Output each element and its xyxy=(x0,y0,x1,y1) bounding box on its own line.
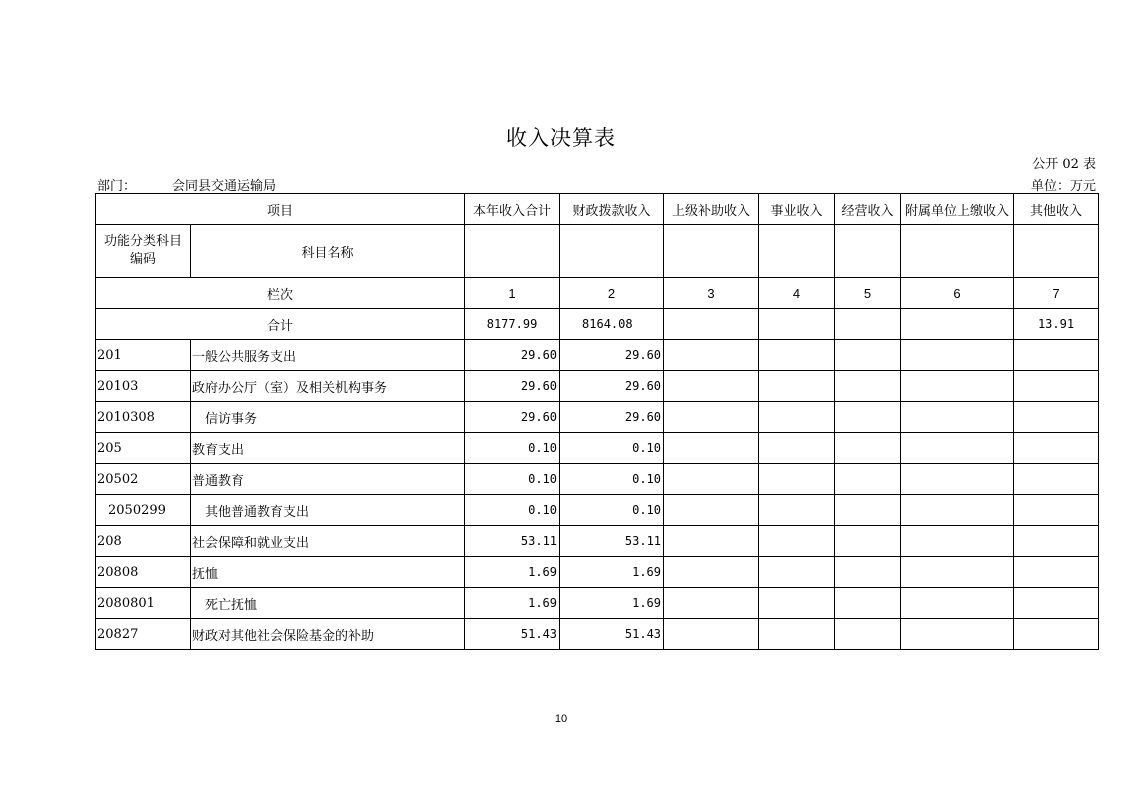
row-value xyxy=(759,557,835,588)
seq-cell: 4 xyxy=(759,278,835,309)
row-value xyxy=(835,464,901,495)
row-name: 抚恤 xyxy=(191,557,465,588)
table-row xyxy=(96,557,1099,588)
header-row xyxy=(96,194,1099,225)
row-value: 0.10 xyxy=(465,495,560,526)
row-value xyxy=(759,588,835,619)
department-value: 会同县交通运输局 xyxy=(172,179,277,194)
row-code: 2050299 xyxy=(96,495,191,526)
row-code: 2010308 xyxy=(96,402,191,433)
header-col3: 上级补助收入 xyxy=(664,194,759,225)
row-value xyxy=(664,402,759,433)
total-row xyxy=(96,309,1099,340)
seq-cell: 7 xyxy=(1014,278,1099,309)
row-name: 教育支出 xyxy=(191,433,465,464)
row-name: 死亡抚恤 xyxy=(191,588,465,619)
row-value: 0.10 xyxy=(560,433,664,464)
seq-cell: 3 xyxy=(664,278,759,309)
row-value xyxy=(901,588,1014,619)
row-code: 20502 xyxy=(96,464,191,495)
row-value xyxy=(664,340,759,371)
header-col7: 其他收入 xyxy=(1014,194,1099,225)
table-row xyxy=(96,340,1099,371)
row-value xyxy=(835,340,901,371)
row-value xyxy=(835,619,901,650)
row-value xyxy=(1014,402,1099,433)
row-value xyxy=(664,495,759,526)
total-value: 8177.99 xyxy=(465,309,560,340)
row-value xyxy=(835,588,901,619)
total-value xyxy=(664,309,759,340)
row-value xyxy=(1014,371,1099,402)
row-value xyxy=(901,371,1014,402)
row-value: 29.60 xyxy=(560,371,664,402)
row-value xyxy=(1014,526,1099,557)
table-row xyxy=(96,402,1099,433)
department-label: 部门： xyxy=(97,179,137,194)
row-value xyxy=(901,340,1014,371)
row-value xyxy=(664,464,759,495)
row-value xyxy=(1014,433,1099,464)
table-row xyxy=(96,526,1099,557)
empty-cell xyxy=(560,225,664,278)
row-value: 1.69 xyxy=(465,588,560,619)
row-value xyxy=(901,557,1014,588)
row-value xyxy=(1014,619,1099,650)
row-name: 其他普通教育支出 xyxy=(191,495,465,526)
table-row xyxy=(96,433,1099,464)
empty-cell xyxy=(664,225,759,278)
table-row xyxy=(96,588,1099,619)
row-value xyxy=(664,526,759,557)
header-col5: 经营收入 xyxy=(835,194,901,225)
empty-cell xyxy=(835,225,901,278)
seq-cell: 2 xyxy=(560,278,664,309)
department-line xyxy=(97,175,276,194)
header-col2: 财政拨款收入 xyxy=(560,194,664,225)
row-code: 208 xyxy=(96,526,191,557)
row-value: 29.60 xyxy=(560,340,664,371)
row-value xyxy=(901,619,1014,650)
row-value xyxy=(664,371,759,402)
row-value: 1.69 xyxy=(465,557,560,588)
page-title: 收入决算表 xyxy=(506,126,616,150)
header-item: 项目 xyxy=(96,194,465,225)
row-code: 201 xyxy=(96,340,191,371)
total-value: 8164.08 xyxy=(560,309,664,340)
row-value: 1.69 xyxy=(560,557,664,588)
row-value xyxy=(835,526,901,557)
row-value xyxy=(759,464,835,495)
row-value: 51.43 xyxy=(560,619,664,650)
column-seq-row xyxy=(96,278,1099,309)
header-col4: 事业收入 xyxy=(759,194,835,225)
row-value xyxy=(901,402,1014,433)
row-code: 20808 xyxy=(96,557,191,588)
row-value: 0.10 xyxy=(465,433,560,464)
row-value xyxy=(664,588,759,619)
table-row xyxy=(96,371,1099,402)
row-name: 普通教育 xyxy=(191,464,465,495)
row-value xyxy=(664,433,759,464)
row-value xyxy=(759,495,835,526)
row-value: 51.43 xyxy=(465,619,560,650)
seq-cell: 6 xyxy=(901,278,1014,309)
row-code: 20827 xyxy=(96,619,191,650)
row-value: 0.10 xyxy=(465,464,560,495)
row-code: 2080801 xyxy=(96,588,191,619)
row-value xyxy=(759,371,835,402)
row-value: 29.60 xyxy=(465,340,560,371)
row-value xyxy=(835,557,901,588)
row-value xyxy=(835,371,901,402)
row-value xyxy=(901,433,1014,464)
total-value xyxy=(901,309,1014,340)
row-value xyxy=(759,526,835,557)
row-value xyxy=(901,526,1014,557)
empty-cell xyxy=(465,225,560,278)
header-subject-name: 科目名称 xyxy=(191,225,465,278)
seq-cell: 1 xyxy=(465,278,560,309)
row-value xyxy=(664,619,759,650)
row-value xyxy=(901,495,1014,526)
table-row xyxy=(96,495,1099,526)
table-row xyxy=(96,464,1099,495)
row-value xyxy=(1014,340,1099,371)
header-func-code: 功能分类科目编码 xyxy=(96,225,191,278)
row-value xyxy=(759,340,835,371)
row-name: 政府办公厅（室）及相关机构事务 xyxy=(191,371,465,402)
row-value: 29.60 xyxy=(465,402,560,433)
row-value xyxy=(1014,464,1099,495)
row-value xyxy=(759,402,835,433)
form-number: 公开 02 表 xyxy=(1032,157,1096,172)
row-name: 一般公共服务支出 xyxy=(191,340,465,371)
total-value xyxy=(759,309,835,340)
row-value xyxy=(1014,557,1099,588)
row-value: 53.11 xyxy=(465,526,560,557)
row-name: 社会保障和就业支出 xyxy=(191,526,465,557)
row-value xyxy=(664,557,759,588)
total-value xyxy=(835,309,901,340)
empty-cell xyxy=(1014,225,1099,278)
row-value: 0.10 xyxy=(560,464,664,495)
row-code: 205 xyxy=(96,433,191,464)
unit-label: 单位：万元 xyxy=(1030,179,1096,194)
row-code: 20103 xyxy=(96,371,191,402)
row-value xyxy=(1014,495,1099,526)
column-seq-label: 栏次 xyxy=(96,278,465,309)
row-value xyxy=(835,433,901,464)
row-value: 29.60 xyxy=(560,402,664,433)
header-col6: 附属单位上缴收入 xyxy=(901,194,1014,225)
row-value xyxy=(759,619,835,650)
row-value xyxy=(1014,588,1099,619)
seq-cell: 5 xyxy=(835,278,901,309)
total-value: 13.91 xyxy=(1014,309,1099,340)
row-value: 29.60 xyxy=(465,371,560,402)
empty-cell xyxy=(759,225,835,278)
row-value: 1.69 xyxy=(560,588,664,619)
row-value xyxy=(759,433,835,464)
table-row xyxy=(96,619,1099,650)
row-value xyxy=(835,402,901,433)
page-number: 10 xyxy=(554,713,568,725)
row-value xyxy=(835,495,901,526)
income-table xyxy=(95,193,1099,650)
subheader-row xyxy=(96,225,1099,278)
row-value: 53.11 xyxy=(560,526,664,557)
row-value xyxy=(901,464,1014,495)
row-name: 信访事务 xyxy=(191,402,465,433)
total-label: 合计 xyxy=(96,309,465,340)
empty-cell xyxy=(901,225,1014,278)
row-name: 财政对其他社会保险基金的补助 xyxy=(191,619,465,650)
header-col1: 本年收入合计 xyxy=(465,194,560,225)
row-value: 0.10 xyxy=(560,495,664,526)
